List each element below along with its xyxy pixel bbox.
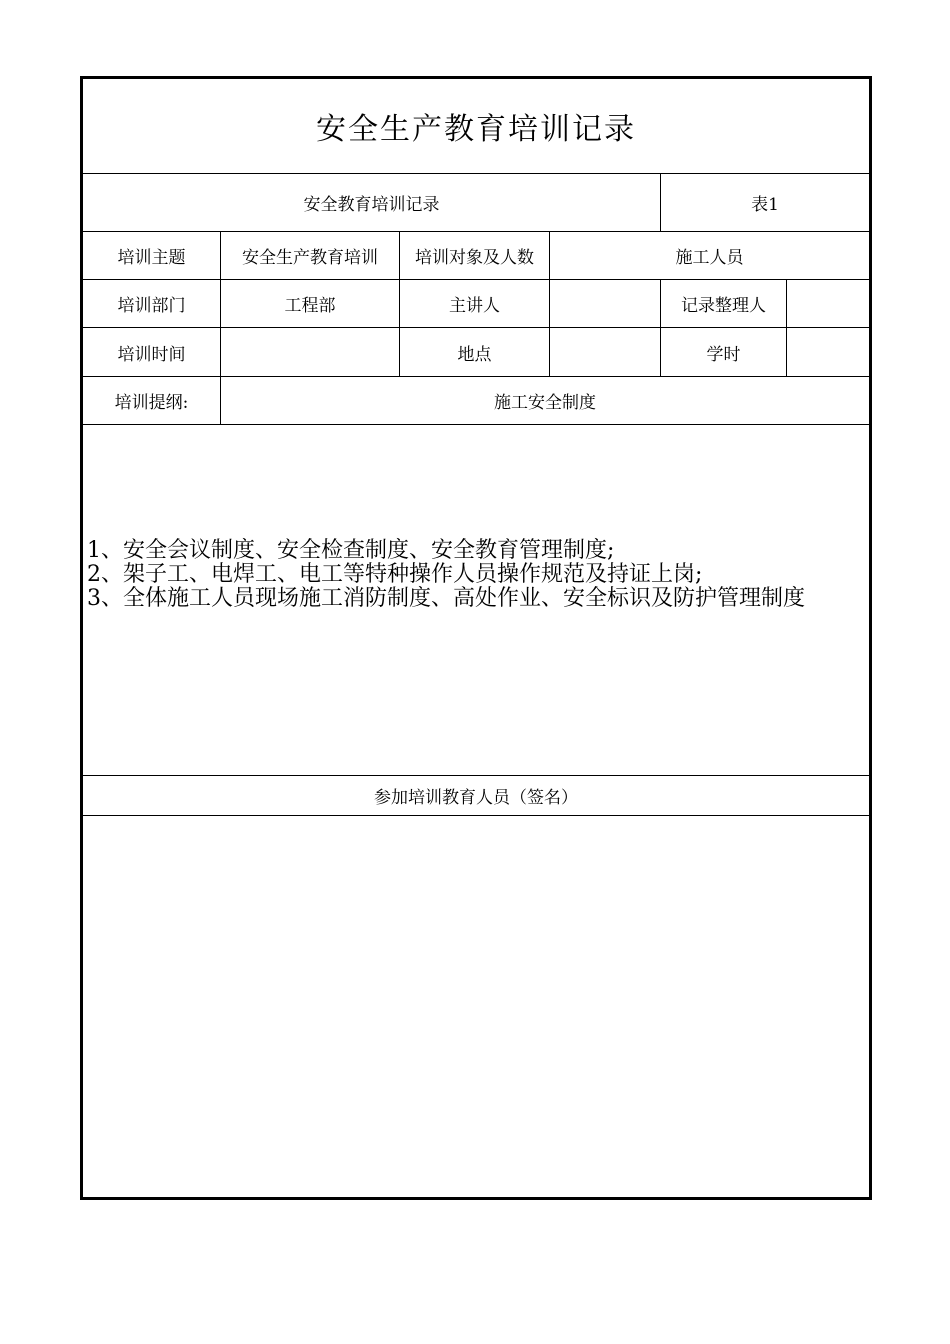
outline-content	[87, 539, 867, 611]
place-label: 地点	[457, 344, 492, 365]
outline-summary: 施工安全制度	[494, 393, 596, 413]
time-value	[221, 328, 399, 376]
recorder-label: 记录整理人	[681, 296, 766, 316]
training-record-form	[80, 76, 872, 1200]
page-title: 安全生产教育培训记录	[316, 112, 636, 147]
time-label: 培训时间	[117, 344, 186, 365]
attendees-header: 参加培训教育人员（签名）	[374, 788, 578, 808]
dept-label: 培训部门	[117, 296, 186, 316]
topic-value: 安全生产教育培训	[242, 248, 378, 268]
dept-value: 工程部	[284, 296, 336, 316]
subtitle: 安全教育培训记录	[303, 195, 440, 215]
speaker-label: 主讲人	[449, 296, 500, 316]
place-value	[550, 328, 660, 376]
speaker-value	[550, 280, 660, 327]
hours-value	[787, 328, 869, 376]
outline-item: 1、安全会议制度、安全检查制度、安全教育管理制度;	[87, 538, 615, 563]
recorder-value	[787, 280, 869, 327]
outline-label: 培训提纲:	[114, 393, 189, 413]
divider	[83, 424, 869, 425]
form-number: 表1	[751, 195, 779, 215]
outline-item: 2、架子工、电焊工、电工等特种操作人员操作规范及持证上岗;	[87, 562, 703, 587]
audience-label: 培训对象及人数	[415, 248, 534, 268]
audience-value: 施工人员	[675, 248, 744, 268]
hours-label: 学时	[706, 344, 741, 365]
outline-item: 3、全体施工人员现场施工消防制度、高处作业、安全标识及防护管理制度	[87, 586, 805, 611]
topic-label: 培训主题	[117, 248, 186, 268]
signature-area[interactable]	[83, 816, 869, 1197]
